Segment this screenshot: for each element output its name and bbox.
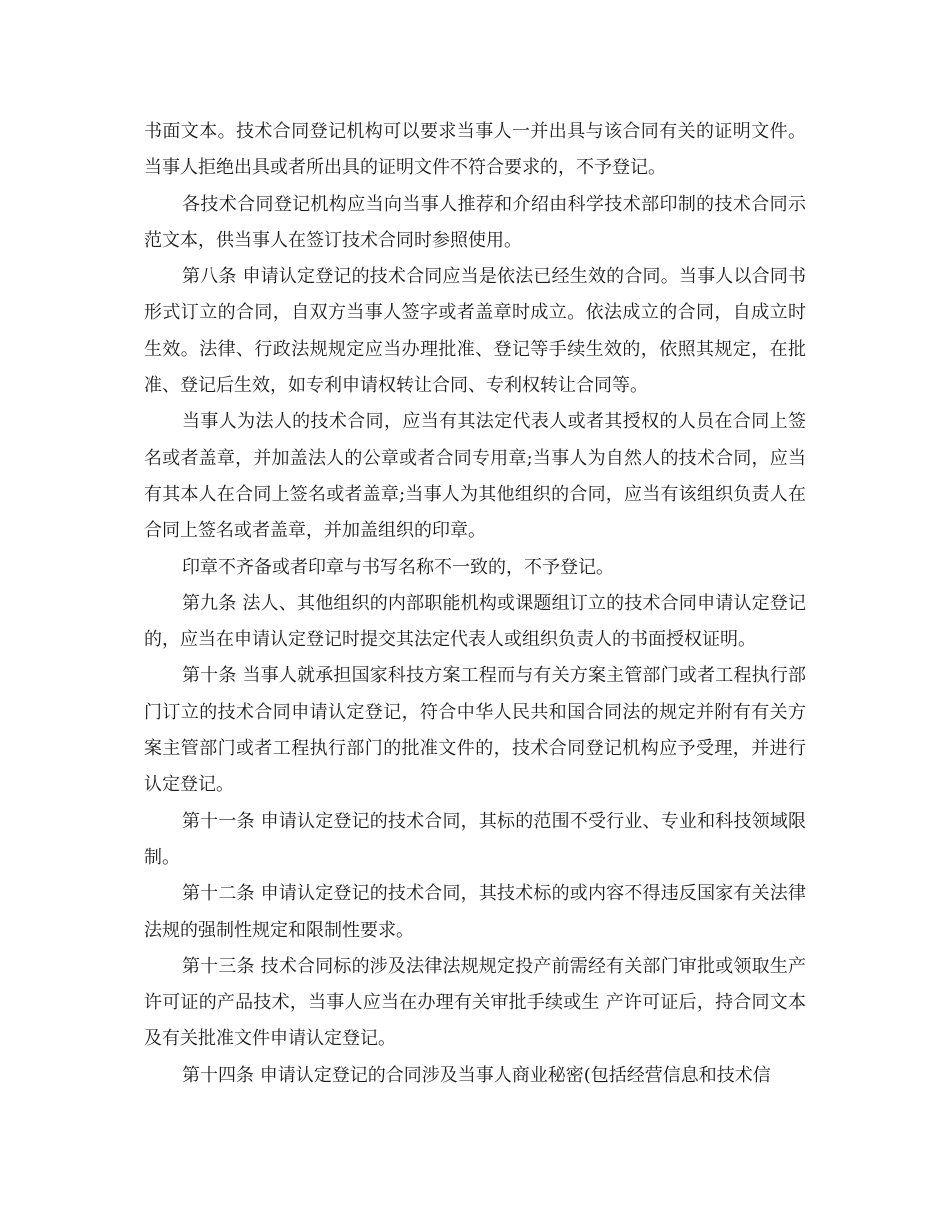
paragraph-article-12: 第十二条 申请认定登记的技术合同，其技术标的或内容不得违反国家有关法律法规的强制性规定和限制性要求。 <box>144 883 806 941</box>
paragraph-article-9: 第九条 法人、其他组织的内部职能机构或课题组订立的技术合同申请认定登记的，应当在申请认定登记时提交其法定代表人或组织负责人的书面授权证明。 <box>144 592 806 651</box>
paragraph-article-10: 第十条 当事人就承担国家科技方案工程而与有关方案主管部门或者工程执行部门订立的技术合同申请认定登记，符合中华人民共和国合同法的规定并附有有关方案主管部门或者工程执行部门的批准文件的，技术合同登记机构应予受理，并进行认定登记。 <box>144 665 806 796</box>
paragraph-signature-requirements: 当事人为法人的技术合同，应当有其法定代表人或者其授权的人员在合同上签名或者盖章，并加盖法人的公章或者合同专用章;当事人为自然人的技术合同，应当有其本人在合同上签名或者盖章;当事人为其他组织的合同，应当有该组织负责人在合同上签名或者盖章，并加盖组织的印章。 <box>144 411 806 542</box>
paragraph-article-11: 第十一条 申请认定登记的技术合同，其标的范围不受行业、专业和科技领域限制。 <box>144 810 806 868</box>
paragraph-article-8: 第八条 申请认定登记的技术合同应当是依法已经生效的合同。当事人以合同书形式订立的合同，自双方当事人签字或者盖章时成立。依法成立的合同，自成立时生效。法律、行政法规规定应当办理批准、登记等手续生效的，依照其规定，在批准、登记后生效，如专利申请权转让合同、专利权转让合同等。 <box>144 266 806 397</box>
document-body <box>144 114 806 1094</box>
paragraph-continuation: 书面文本。技术合同登记机构可以要求当事人一并出具与该合同有关的证明文件。当事人拒绝出具或者所出具的证明文件不符合要求的，不予登记。 <box>144 121 806 179</box>
paragraph-article-13: 第十三条 技术合同标的涉及法律法规规定投产前需经有关部门审批或领取生产许可证的产品技术，当事人应当在办理有关审批手续或生 产许可证后，持合同文本及有关批准文件申请认定登记。 <box>144 955 806 1050</box>
paragraph-template-guidance: 各技术合同登记机构应当向当事人推荐和介绍由科学技术部印制的技术合同示范文本，供当事人在签订技术合同时参照使用。 <box>144 193 806 251</box>
paragraph-article-14: 第十四条 申请认定登记的合同涉及当事人商业秘密(包括经营信息和技术信 <box>182 1064 771 1086</box>
paragraph-seal-mismatch: 印章不齐备或者印章与书写名称不一致的，不予登记。 <box>182 556 614 578</box>
